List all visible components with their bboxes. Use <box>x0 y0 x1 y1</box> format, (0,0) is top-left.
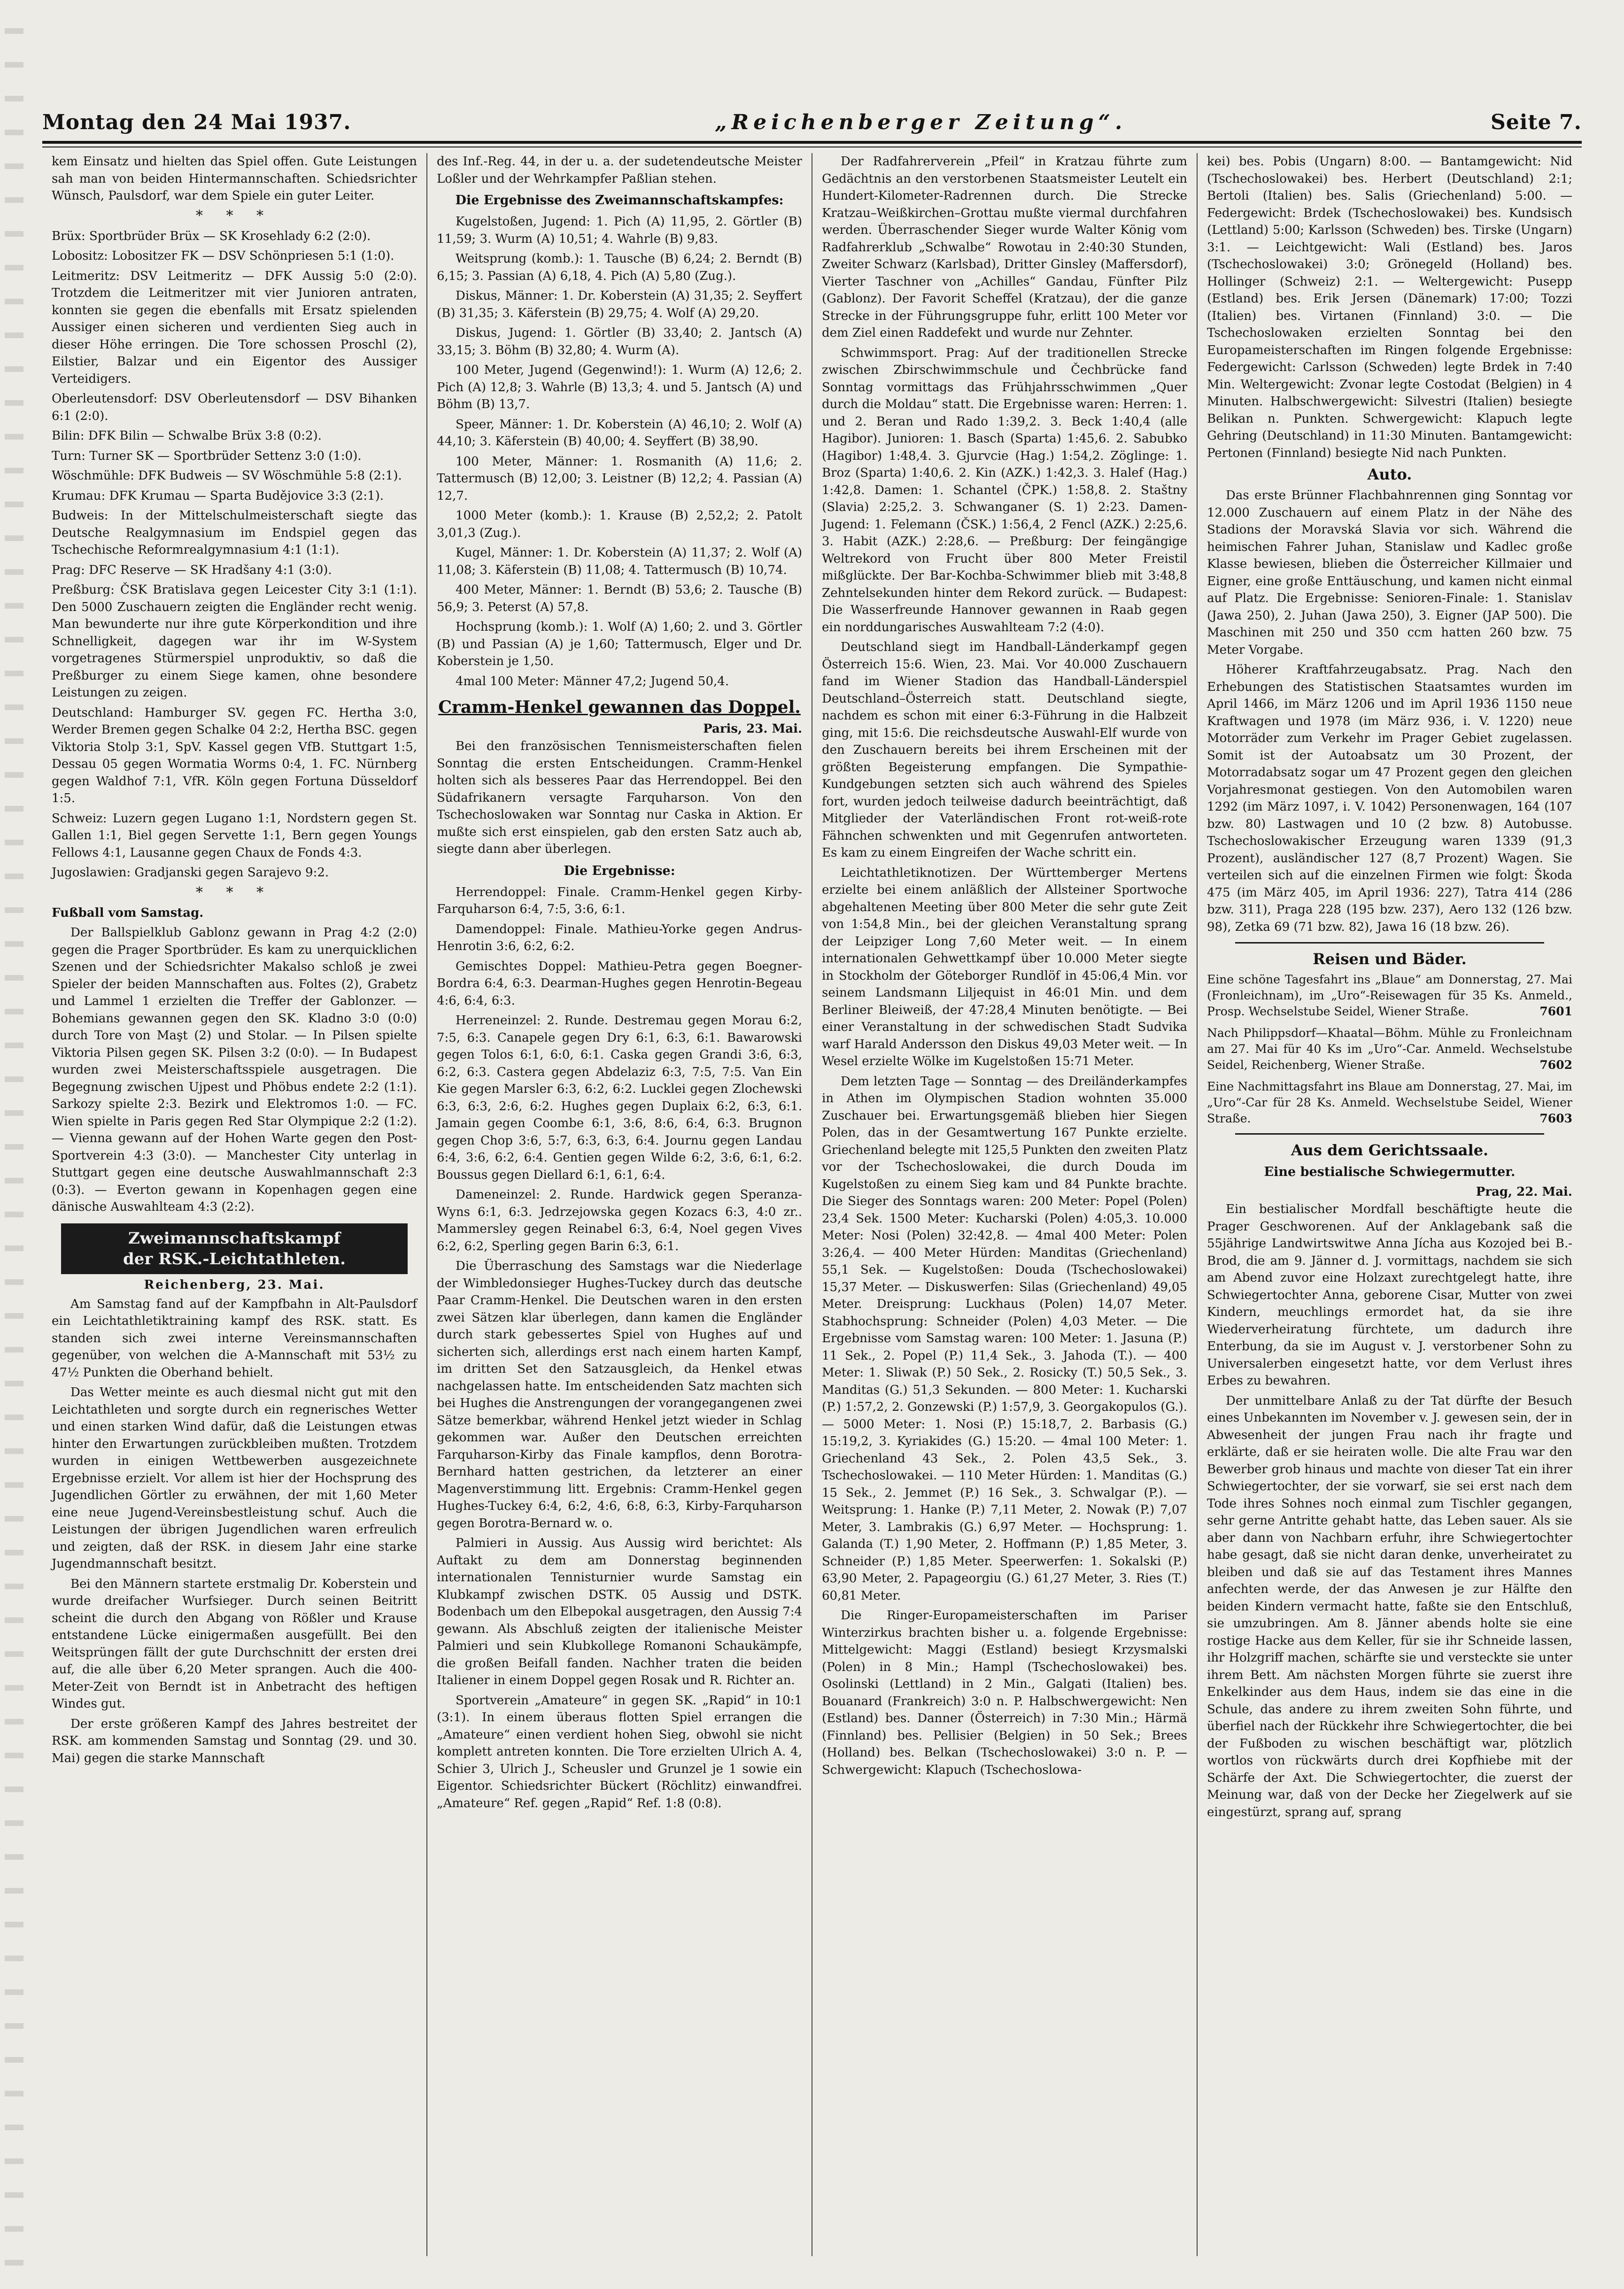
result-bilin: Bilin: DFK Bilin — Schwalbe Brüx 3:8 (0:2). <box>52 429 322 443</box>
paragraph: Der erste größeren Kampf des Jahres bestreitet der RSK. am kommenden Samstag und Sonntag (29. und 30. Mai) gegen die starke Mannschaft <box>52 1717 417 1765</box>
result-line: 100 Meter, Jugend (Gegenwind!): 1. Wurm (A) 12,6; 2. Pich (A) 12,8; 3. Wahrle (B) 13,3; 4. und 5. Jantsch (A) und Böhm (B) 13,7. <box>437 363 802 411</box>
headline-line-2: der RSK.-Leichtathleten. <box>123 1249 346 1268</box>
result-line: Weitsprung (komb.): 1. Tausche (B) 6,24; 2. Berndt (B) 6,15; 3. Passian (A) 6,18, 4. Pich (A) 5,80 (Zug.). <box>437 252 802 283</box>
ad-number: 7602 <box>1539 1058 1572 1072</box>
header-rule <box>42 141 1582 144</box>
results-heading: Die Ergebnisse: <box>564 863 675 878</box>
paragraph: Der Ballspielklub Gablonz gewann in Prag 4:2 (2:0) gegen die Prager Sportbrüder. Es kam zu unerquicklichen Szenen und der Schiedsrichter Makalso schloß je zwei Spieler der beiden Mannschaften aus. Foltes (2), Grabetz und Lammel 1 erzielten die Treffer der Gablonzer. — Bohemians gewannen gegen den SK. Kladno 3:0 (0:0) durch Tore von Maşt (2) und Stolar. — In Pilsen spielte Viktoria Pilsen gegen SK. Pilsen 3:2 (0:0). — In Budapest wurden zwei Meisterschaftsspiele ausgetragen. Die Begegnung zwischen Ujpest und Phöbus endete 2:2 (1:1). Sarkozy spielte 2:3. Bezirk und Elektromos 1:0. — FC. Wien spielte in Paris gegen Red Star Olympique 2:2 (1:2). — Vienna gewann auf der Hohen Warte gegen den Post-Sportverein 4:3 (3:0). — Manchester City unterlag in Stuttgart gegen eine deutsche Auswahlmannschaft 2:3 (0:3). — Everton gewann in Kopenhagen gegen eine dänische Auswahlteam 4:3 (2:2). <box>52 926 417 1214</box>
result-prag: Prag: DFC Reserve — SK Hradšany 4:1 (3:0). <box>52 563 332 577</box>
paragraph: kem Einsatz und hielten das Spiel offen. Gute Leistungen sah man von beiden Hintermannschaften. Schiedsrichter Wünsch, Paulsdorf, war dem Spiele ein guter Leiter. <box>52 155 417 203</box>
divider <box>1235 942 1544 943</box>
section-heading-auto: Auto. <box>1367 465 1412 483</box>
paragraph: Höherer Kraftfahrzeugabsatz. Prag. Nach den Erhebungen des Statistischen Staatsamtes wurden im April 1466, im März 1206 und im April 1936 1150 neue Kraftwagen und 1978 (im März 936, i. V. 1220) neue Motorräder zum Verkehr im Prager Gebiet zugelassen. Somit ist der Autoabsatz um 30 Prozent, der Motorradabsatz sogar um 47 Prozent gegen den gleichen Vorjahresmonat gestiegen. Von den Automobilen waren 1292 (im März 1097, i. V. 1042) Personenwagen, 164 (107 bzw. 80) Lastwagen und 10 (2 bzw. 8) Autobusse. Tschechoslowakischer Erzeugung waren 1339 (91,3 Prozent), ausländischer 127 (8,7 Prozent) Wagen. Sie verteilen sich auf die einzelnen Firmen wie folgt: Škoda 475 (im März 405, im April 1936: 227), Tatra 414 (286 bzw. 311), Praga 228 (195 bzw. 237), Aero 132 (126 bzw. 98), Zetka 69 (71 bzw. 82), Jawa 16 (18 bzw. 26). <box>1207 663 1572 934</box>
section-heading-reisen: Reisen und Bäder. <box>1313 950 1467 968</box>
result-budweis: Budweis: In der Mittelschulmeisterschaft siegte das Deutsche Realgymnasium im Endspiel gegen das Tschechische Reformrealgymnasium 4:1 (1:1). <box>52 509 417 557</box>
result-line: 100 Meter, Männer: 1. Rosmanith (A) 11,6; 2. Tattermusch (B) 12,00; 3. Leistner (B) 12,2; 4. Passian (A) 12,7. <box>437 454 802 503</box>
result-line: Hochsprung (komb.): 1. Wolf (A) 1,60; 2. und 3. Görtler (B) und Passian (A) je 1,60; Tattermusch, Elger und Dr. Koberstein je 1,50. <box>437 620 802 668</box>
classified-ad <box>1207 1079 1572 1127</box>
result-line: Diskus, Männer: 1. Dr. Koberstein (A) 31,35; 2. Seyffert (B) 31,35; 3. Käferstein (B) 29,75; 4. Wolf (A) 29,20. <box>437 289 802 320</box>
paragraph: kei) bes. Pobis (Ungarn) 8:00. — Bantamgewicht: Nid (Tschechoslowakei) bes. Herbert (Deutschland) 2:1; Bertoli (Italien) bes. Salis (Griechenland) 5:00. — Federgewicht: Brdek (Tschechoslowakei) bes. Kundsisch (Lettland) 5:00; Karlsson (Schweden) bes. Tirske (Ungarn) 3:1. — Leichtgewicht: Wali (Estland) bes. Jaros (Tschechoslowakei) 3:0; Grönegeld (Holland) bes. Hollinger (Schweiz) 2:1. — Weltergewicht: Pusepp (Estland) bes. Erik Jersen (Dänemark) 17:00; Tozzi (Italien) bes. Virtanen (Finnland) 3:0. — Die Tschechoslowaken erzielten Sonntag bei den Europameisterschaften im Ringen folgende Ergebnisse: Federgewicht: Carlsson (Schweden) legte Brdek in 7:40 Min. Weltergewicht: Zvonar legte Costodat (Belgien) in 4 Minuten. Halbschwergewicht: Silvestri (Italien) besiegte Belikan n. Punkten. Schwergewicht: Klapuch legte Gehring (Deutschland) in 11:30 Minuten. Bantamgewicht: Pertonen (Finnland) besiegte Nid nach Punkten. <box>1207 155 1572 460</box>
article-subheading: Eine bestialische Schwiegermutter. <box>1264 1165 1516 1179</box>
dateline: Prag, 22. Mai. <box>1476 1185 1572 1199</box>
classified-ad <box>1207 1025 1572 1073</box>
result-line: Dameneinzel: 2. Runde. Hardwick gegen Speranza-Wyns 6:1, 6:3. Jedrzejowska gegen Kozacs 6:3, 4:0 zr.. Mammersley gegen Reinabel 6:3, 6:4, Noel gegen Vives 6:2, 6:2, Sperling gegen Barin 6:3, 6:1. <box>437 1188 802 1253</box>
ad-text: Eine schöne Tagesfahrt ins „Blaue“ am Donnerstag, 27. Mai (Fronleichnam), im „Uro“-Reisewagen für 35 Ks. Anmeld., Prosp. Wechselstube Seidel, Wiener Straße. <box>1207 973 1572 1018</box>
ad-number: 7601 <box>1539 1005 1572 1018</box>
paragraph: Dem letzten Tage — Sonntag — des Dreiländerkampfes in Athen im Olympischen Stadion wohnten 35.000 Zuschauer bei. Erwartungsgemäß blieben hier Siegen Polen, das in der Gesamtwertung 167 Punkte erzielte. Griechenland belegte mit 125,5 Punkten den zweiten Platz vor der Tschechoslowakei, die durch Douda im Kugelstoßen zu einem Sieg kam und 84 Punkte brachte. Die Sieger des Sonntags waren: 200 Meter: Popel (Polen) 23,4 Sek. 1500 Meter: Kucharski (Polen) 4:05,3. 10.000 Meter: Nosi (Polen) 32:42,8. — 4mal 400 Meter: Polen 3:26,4. — 400 Meter Hürden: Manditas (Griechenland) 55,1 Sek. — Kugelstoßen: Douda (Tschechoslowakei) 15,37 Meter. — Diskuswerfen: Silas (Griechenland) 49,05 Meter. Dreisprung: Luckhaus (Polen) 14,07 Meter. Stabhochsprung: Schneider (Polen) 4,03 Meter. — Die Ergebnisse vom Samstag waren: 100 Meter: 1. Jasuna (P.) 11 Sek., 2. Popel (P.) 11,4 Sek., 3. Jahoda (T.). — 400 Meter: 1. Sliwak (P.) 50 Sek., 2. Rosicky (T.) 50,5 Sek., 3. Manditas (G.) 51,3 Sekunden. — 800 Meter: 1. Kucharski (P.) 1:57,2, 2. Gonzewski (P.) 1:57,9, 3. Georgakopulos (G.). — 5000 Meter: 1. Nosi (P.) 15:18,7, 2. Barbasis (G.) 15:19,2, 3. Kyriakides (G.) 15:20. — 4mal 100 Meter: 1. Griechenland 43 Sek., 2. Polen 43,5 Sek., 3. Tschechoslowakei. — 110 Meter Hürden: 1. Manditas (G.) 15 Sek., 2. Jemmet (P.) 16 Sek., 3. Schwalgar (P.). — Weitsprung: 1. Hanke (P.) 7,11 Meter, 2. Nowak (P.) 7,07 Meter, 3. Lambrakis (G.) 6,97 Meter. — Hochsprung: 1. Galanda (T.) 1,90 Meter, 2. Hoffmann (P.) 1,85 Meter, 3. Schneider (P.) 1,85 Meter. Speerwerfen: 1. Sokalski (P.) 63,90 Meter, 2. Papageorgiu (G.) 61,27 Meter, 3. Ries (T.) 60,81 Meter. <box>822 1074 1187 1603</box>
result-line: Diskus, Jugend: 1. Görtler (B) 33,40; 2. Jantsch (A) 33,15; 3. Böhm (B) 32,80; 4. Wurm (A). <box>437 326 802 357</box>
separator-stars: * * * <box>195 207 273 224</box>
ad-number: 7603 <box>1539 1112 1572 1125</box>
newspaper-name: „Reichenberger Zeitung“. <box>715 110 1127 134</box>
result-line: Kugel, Männer: 1. Dr. Koberstein (A) 11,37; 2. Wolf (A) 11,08; 3. Käferstein (B) 11,08; 4. Tattermusch (B) 10,74. <box>437 546 802 577</box>
result-deutschland: Deutschland: Hamburger SV. gegen FC. Hertha 3:0, Werder Bremen gegen Schalke 04 2:2, Hertha BSC. gegen Viktoria Stolp 3:1, SpV. Kassel gegen VfB. Stuttgart 1:5, Dessau 05 gegen Wormatia Worms 0:4, 1. FC. Nürnberg gegen Waldhof 7:1, VfR. Köln gegen Fortuna Düsseldorf 1:5. <box>52 705 417 805</box>
issue-date: Montag den 24 Mai 1937. <box>42 110 351 134</box>
page-header <box>42 106 1582 139</box>
result-line: Kugelstoßen, Jugend: 1. Pich (A) 11,95, 2. Görtler (B) 11,59; 3. Wurm (A) 10,51; 4. Wahrle (B) 9,83. <box>437 215 802 246</box>
paragraph: Bei den Männern startete erstmalig Dr. Koberstein und wurde dreifacher Wurfsieger. Durch seinen Beitritt scheint die durch den Abgang von Rößler und Krause entstandene Lücke einigermaßen ausgefüllt. Bei den Weitsprüngen fällt der gute Durchschnitt der ersten drei auf, die alle über 6,20 Meter sprangen. Auch die 400-Meter-Zeit von Berndt ist in Anbetracht des heftigen Windes gut. <box>52 1577 417 1711</box>
section-heading: Fußball vom Samstag. <box>52 905 204 920</box>
headline: Cramm-Henkel gewannen das Doppel. <box>438 697 801 717</box>
paragraph: Am Samstag fand auf der Kampfbahn in Alt-Paulsdorf ein Leichtathletiktraining kampf des RSK. statt. Es standen sich zwei interne Vereinsmannschaften gegenüber, von welchen die A-Mannschaft mit 53½ zu 47½ Punkten die Oberhand behielt. <box>52 1297 417 1380</box>
result-krumau: Krumau: DFK Krumau — Sparta Budějovice 3:3 (2:1). <box>52 488 384 503</box>
result-oberleutensdorf: Oberleutensdorf: DSV Oberleutensdorf — DSV Bihanken 6:1 (2:0). <box>52 392 417 423</box>
result-turn: Turn: Turner SK — Sportbrüder Settenz 3:0 (1:0). <box>52 449 362 463</box>
paragraph: Palmieri in Aussig. Aus Aussig wird berichtet: Als Auftakt zu dem am Donnerstag beginnenden internationalen Tennisturnier wurde Samstag ein Klubkampf zwischen DSTK. 05 Aussig und DSTK. Bodenbach um den Elbepokal ausgetragen, den Aussig 7:4 gewann. Als Abschluß zeigten der italienische Meister Palmieri und sein Klubkollege Romanoni Schaukämpfe, die großen Beifall fanden. Nachher traten die beiden Italiener in einem Doppel gegen Rosak und R. Richter an. <box>437 1536 802 1687</box>
paragraph: Die Überraschung des Samstags war die Niederlage der Wimbledonsieger Hughes-Tuckey durch das deutsche Paar Cramm-Henkel. Die Deutschen waren in den ersten zwei Sätzen klar überlegen, dann kamen die Engländer durch stark gebessertes Spiel von Hughes auf und sicherten sich, allerdings erst nach einem harten Kampf, im dritten Set den Satzausgleich, da Henkel etwas nachgelassen hatte. Im entscheidenden Satz machten sich bei Hughes die Anstrengungen der vorangegangenen zwei Sätze bemerkbar, während Henkel jetzt wieder in Schlag gekommen war. Außer den Deutschen erreichten Farquharson-Kirby das Finale kampflos, denn Borotra-Bernhard hatten gestrichen, da letzterer an einer Magenverstimmung litt. Ergebnis: Cramm-Henkel gegen Hughes-Tuckey 6:4, 6:2, 4:6, 6:8, 6:3, Kirby-Farquharson gegen Borotra-Bernard w. o. <box>437 1259 802 1531</box>
paragraph: Sportverein „Amateure“ in gegen SK. „Rapid“ in 10:1 (3:1). In einem überaus flotten Spiel errangen die „Amateure“ einen verdient hohen Sieg, obwohl sie nicht komplett antreten konnten. Die Tore erzielten Ulrich A. 4, Schier 3, Ulrich J., Scheusler und Grunzel je 1 sowie ein Eigentor. Schiedsrichter Bückert (Röchlitz) einwandfrei. „Amateure“ Ref. gegen „Rapid“ Ref. 1:8 (0:8). <box>437 1693 802 1810</box>
result-line: Herrendoppel: Finale. Cramm-Henkel gegen Kirby-Farquharson 6:4, 7:5, 3:6, 6:1. <box>437 885 802 916</box>
page-number: Seite 7. <box>1490 110 1582 134</box>
paragraph: Das Wetter meinte es auch diesmal nicht gut mit den Leichtathleten und sorgte durch ein regnerisches Wetter und einen starken Wind dafür, daß die Leistungen etwas hinter den Erwartungen zurückbleiben mußten. Trotzdem wurden in einigen Wettbewerben ausgezeichnete Ergebnisse erzielt. Vor allem ist hier der Hochsprung des Jugendlichen Görtler zu erwähnen, der mit 1,60 Meter eine neue Jugend-Vereinsbestleistung schuf. Auch die Leistungen der übrigen Jugendlichen waren erfreulich und zeigten, daß der RSK. in diesem Jahr eine starke Jugendmannschaft besitzt. <box>52 1385 417 1571</box>
result-line: Herreneinzel: 2. Runde. Destremau gegen Morau 6:2, 7:5, 6:3. Canapele gegen Dry 6:1, 6:3, 6:1. Bawarowski gegen Tolos 6:1, 6:0, 6:1. Caska gegen Grandi 3:6, 6:3, 6:2, 6:3. Castera gegen Abdelaziz 6:3, 7:5, 7:5. Van Ein Kie gegen Marsler 6:3, 6:2, 6:2. Lucklei gegen Zlochewski 6:3, 6:3, 2:6, 6:2. Hughes gegen Duplaix 6:2, 6:3, 6:1. Jamain gegen Coombe 6:1, 3:6, 8:6, 6:4, 6:3. Brugnon gegen Chop 3:6, 5:7, 6:3, 6:3, 6:4. Journu gegen Landau 6:4, 3:6, 6:2, 6:4. Gentien gegen Wilde 6:2, 3:6, 6:1, 6:2. Boussus gegen Diellard 6:1, 6:1, 6:4. <box>437 1013 802 1182</box>
column-3 <box>812 153 1198 2256</box>
result-line: Speer, Männer: 1. Dr. Koberstein (A) 46,10; 2. Wolf (A) 44,10; 3. Käferstein (B) 40,00; 4. Seyffert (B) 38,90. <box>437 417 802 449</box>
paragraph: Der Radfahrerverein „Pfeil“ in Kratzau führte zum Gedächtnis an den verstorbenen Staatsmeister Leutelt ein Hundert-Kilometer-Radrennen durch. Die Strecke Kratzau–Weißkirchen–Grottau mußte viermal durchfahren werden. Überraschender Sieger wurde Walter König vom Radfahrerklub „Schwalbe“ Rowotau in 2:40:30 Stunden, Zweiter Schwarz (Karlsbad), Dritter Ginsley (Maffersdorf), Vierter Taschner von „Achilles“ Gandau, Fünfter Pilz (Gablonz). Der Favorit Scheffel (Kratzau), der die ganze Strecke in der Führungsgruppe fuhr, erlitt 100 Meter vor dem Ziel einen Raddefekt und wurde nur Zehnter. <box>822 155 1187 340</box>
ad-text: Eine Nachmittagsfahrt ins Blaue am Donnerstag, 27. Mai, im „Uro“-Car für 28 Ks. Anmeld. Wechselstube Seidel, Wiener Straße. <box>1207 1080 1572 1125</box>
dateline: Paris, 23. Mai. <box>703 722 802 736</box>
result-jugoslawien: Jugoslawien: Gradjanski gegen Sarajevo 9:2. <box>52 866 329 880</box>
result-pressburg: Preßburg: ČSK Bratislava gegen Leicester City 3:1 (1:1). Den 5000 Zuschauern zeigten die Engländer recht wenig. Man bewunderte nur ihre gute Körperkondition und ihre Schnelligkeit, dagegen war ihr im W-System vorgetragenes Stürmerspiel unproduktiv, so daß die Preßburger zu einem Siege kamen, ohne besondere Leistungen zu zeigen. <box>52 583 417 700</box>
result-line: 400 Meter, Männer: 1. Berndt (B) 53,6; 2. Tausche (B) 56,9; 3. Peterst (A) 57,8. <box>437 583 802 614</box>
paragraph: Leichtathletiknotizen. Der Württemberger Mertens erzielte bei einem anläßlich der Allsteiner Sportwoche abgehaltenen Meeting über 800 Meter die sehr gute Zeit von 1:54,8 Min., bei der gleichen Veranstaltung sprang der Leipziger Long 7,60 Meter weit. — In einem internationalen Gehwettkampf über 10.000 Meter siegte in Stockholm der Göteborger Rundlöf in 45:06,4 Min. vor seinem Landsmann Liljequist in 46:01 Min. und dem Berliner Bleiweiß, der 47:28,4 Minuten benötigte. — Bei einer Veranstaltung in der schwedischen Stadt Sudvika warf Harald Andersson den Diskus 49,03 Meter weit. — In Wesel erzielte Wölke im Kugelstoßen 15:71 Meter. <box>822 866 1187 1068</box>
divider <box>1235 1133 1544 1135</box>
headline-line-1: Zweimannschaftskampf <box>128 1229 341 1248</box>
result-line: 4mal 100 Meter: Männer 47,2; Jugend 50,4. <box>456 674 729 688</box>
results-heading: Die Ergebnisse des Zweimannschaftskampfes: <box>455 193 784 208</box>
result-woschmuhle: Wöschmühle: DFK Budweis — SV Wöschmühle 5:8 (2:1). <box>52 469 402 483</box>
paragraph: Bei den französischen Tennismeisterschaften fielen Sonntag die ersten Entscheidungen. Cramm-Henkel holten sich als besseres Paar das Herrendoppel. Bei den Südafrikanern versagte Farquharson. Von den Tschechoslowaken war Sonntag nur Caska in Aktion. Er mußte sich erst einspielen, gab den ersten Satz auch ab, siegte dann aber überlegen. <box>437 739 802 856</box>
result-brux: Brüx: Sportbrüder Brüx — SK Krosehlady 6:2 (2:0). <box>52 229 371 243</box>
paragraph: Die Ringer-Europameisterschaften im Pariser Winterzirkus brachten bisher u. a. folgende Ergebnisse: Mittelgewicht: Maggi (Estland) besiegt Krzysmalski (Polen) in 8 Min.; Hampl (Tschechoslowakei) bes. Osolinski (Lettland) in 2 Min., Galgati (Italien) bes. Bouanard (Frankreich) 3:0 n. P. Halbschwergewicht: Nen (Estland) bes. Danner (Österreich) in 7:30 Min.; Härmä (Finnland) bes. Pellisier (Belgien) in 50 Sek.; Brees (Holland) bes. Belkan (Tschechoslowakei) 3:0 n. P. — Schwergewicht: Klapuch (Tschechoslowa- <box>822 1608 1187 1777</box>
column-4 <box>1198 153 1582 2256</box>
result-line: 1000 Meter (komb.): 1. Krause (B) 2,52,2; 2. Patolt 3,01,3 (Zug.). <box>437 509 802 540</box>
classified-ad <box>1207 972 1572 1020</box>
binding-holes <box>5 0 23 2289</box>
columns <box>42 153 1582 2256</box>
separator-stars: * * * <box>195 884 273 901</box>
paragraph: Der unmittelbare Anlaß zu der Tat dürfte der Besuch eines Unbekannten im November v. J. gewesen sein, der in Abwesenheit der jungen Frau nach ihr fragte und erklärte, daß er sie heiraten wolle. Die alte Frau war den Bewerber grob hinaus und machte von dieser Tat ein ihrer Schwiegertochter, der sie vorwarf, sie sei erst nach dem Tode ihres Sohnes noch einmal zum Tischler gegangen, sehr gerne Antritte gehabt hatte, das Leben sauer. Als sie aber dann von Nachbarn erfuhr, ihre Schwiegertochter habe gesagt, daß sie nicht daran denke, unverheiratet zu bleiben und daß sie auf das Testament ihres Mannes anfechten werde, der das Anwesen je zur Hälfte den beiden Kindern vermacht hatte, faßte sie den Entschluß, sie umzubringen. Am 8. Jänner abends holte sie eine rostige Hacke aus dem Keller, für sie ihr Schneide lassen, ihr Holzgriff machen, schärfte sie und versteckte sie unter ihrem Bett. Am nächsten Morgen führte sie zuerst ihre Enkelkinder aus dem Haus, indem sie das eine in die Schule, das andere zu ihrem zweiten Sohn führte, und überfiel nach der Rückkehr ihre Schwiegertochter, die bei der Fußboden zu wischen beschäftigt war, plötzlich wortlos von rückwärts durch drei Kopfhiebe mit der Schärfe der Axt. Die Schwiegertochter, die zuerst der Meinung war, daß von der Decke her Ziegelwerk auf sie eingestürzt, sprang auf, sprang <box>1207 1393 1572 1819</box>
section-heading-gericht: Aus dem Gerichtssaale. <box>1291 1141 1489 1159</box>
result-line: Damendoppel: Finale. Mathieu-Yorke gegen Andrus-Henrotin 3:6, 6:2, 6:2. <box>437 922 802 953</box>
column-2 <box>427 153 812 2256</box>
result-lobositz: Lobositz: Lobositzer FK — DSV Schönpriesen 5:1 (1:0). <box>52 249 394 263</box>
paragraph: Schwimmsport. Prag: Auf der traditionellen Strecke zwischen Zbirschwimmschule und Čechbrücke fand Sonntag vormittags das Frühjahrsschwimmen „Quer durch die Moldau“ statt. Die Ergebnisse waren: Herren: 1. und 2. Beran und Rado 1:39,2. 3. Beck 1:40,4 (alle Hagibor). Junioren: 1. Basch (Sparta) 1:45,6. 2. Sabubko (Hagibor) 1:48,4. 3. Gjurvcie (Hag.) 1:54,2. Zöglinge: 1. Broz (Sparta) 1:40,6. 2. Kin (AZK.) 1:42,3. 3. Halef (Hag.) 1:42,8. Damen: 1. Schantel (ČPK.) 1:58,8. 2. Staštny (Slavia) 2:25,2. 3. Schwanganer (S. 1) 2:23. Damen-Jugend: 1. Felemann (ČSK.) 1:56,4, 2 Fencl (AZK.) 2:25,6. 3. Habit (AZK.) 2:28,6. — Preßburg: Der feingängige Weltrekord von Frucht über 800 Meter Freistil mißglückte. Der Bar-Kochba-Schwimmer blieb mit 3:48,8 Zehntelsekunden hinter dem Rekord zurück. — Budapest: Die Wasserfreunde Hannover gewannen in Raab gegen ein norddungarisches Auswahlteam 7:2 (4:0). <box>822 346 1187 634</box>
paragraph: Deutschland siegt im Handball-Länderkampf gegen Österreich 15:6. Wien, 23. Mai. Vor 40.000 Zuschauern fand im Wiener Stadion das Handball-Länderspiel Deutschland–Österreich statt. Deutschland siegte, nachdem es schon mit einer 6:3-Führung in die Halbzeit ging, mit 15:6. Die reichsdeutsche Auswahl-Elf wurde von den Zuschauern bereits bei ihrem Erscheinen mit der größten Begeisterung empfangen. Die Sympathie-Kundgebungen setzten sich auch während des Spieles fort, wurden jedoch teilweise dadurch beeinträchtigt, daß Mitglieder der Vaterländischen Front rot-weiß-rote Fähnchen schwenkten und mit Gegenrufen antworteten. Es kam zu einem Eingreifen der Wache schritt ein. <box>822 640 1187 860</box>
ad-text: Nach Philippsdorf—Khaatal—Böhm. Mühle zu Fronleichnam am 27. Mai für 40 Ks im „Uro“-Car. Anmeld. Wechselstube Seidel, Reichenberg, Wiener Straße. <box>1207 1026 1572 1072</box>
paragraph: Ein bestialischer Mordfall beschäftigte heute die Prager Geschworenen. Auf der Anklagebank saß die 55jährige Landwirtswitwe Anna Jícha aus Kozojed bei B.-Brod, die am 9. Jänner d. J. vormittags, nachdem sie sich am Abend zuvor eine Holzaxt zurechtgelegt hatte, ihre Schwiegertochter Anna, geborene Cisar, Mutter von zwei Kindern, meuchlings ermordet hat, da sie ihre Wiederverheiratung fürchtete, um dadurch ihre Enterbung, da sie im August v. J. verstorbener Sohn zu Universalerben eingesetzt hatte, vor dem Verlust ihres Erbes zu bewahren. <box>1207 1202 1572 1388</box>
result-schweiz: Schweiz: Luzern gegen Lugano 1:1, Nordstern gegen St. Gallen 1:1, Biel gegen Servette 1:1, Bern gegen Youngs Fellows 4:1, Lausanne gegen Chaux de Fonds 4:3. <box>52 811 417 860</box>
paragraph: des Inf.-Reg. 44, in der u. a. der sudetendeutsche Meister Loßler und der Wehrkampfer Paßlian stehen. <box>437 155 802 186</box>
paragraph: Das erste Brünner Flachbahnrennen ging Sonntag vor 12.000 Zuschauern auf einem Platz in der Nähe des Stadions der Moravská Slavia vor sich. Während die heimischen Fahrer Juhan, Stanislaw und Kadlec große Klasse bewiesen, blieben die Österreicher Killmaier und Eigner, eine große Enttäuschung, und kamen nicht einmal auf Platz. Die Ergebnisse: Senioren-Finale: 1. Stanislav (Jawa 250), 2. Juhan (Jawa 250), 3. Eigner (JAP 500). Die Maschinen mit 250 und 350 ccm hatten 260 bzw. 75 Meter Vorgabe. <box>1207 488 1572 657</box>
column-1 <box>42 153 427 2256</box>
result-line: Gemischtes Doppel: Mathieu-Petra gegen Boegner-Bordra 6:4, 6:3. Dearman-Hughes gegen Henrotin-Begeau 4:6, 6:4, 6:3. <box>437 959 802 1008</box>
result-leitmeritz: Leitmeritz: DSV Leitmeritz — DFK Aussig 5:0 (2:0). Trotzdem die Leitmeritzer mit vier Junioren antraten, konnten sie gegen die ebenfalls mit Ersatz spielenden Aussiger einen sicheren und verdienten Sieg auch in dieser Höhe erringen. Die Tore schossen Proschl (2), Eilstier, Balzar und ein Eigentor des Aussiger Verteidigers. <box>52 269 417 386</box>
headline-box <box>61 1223 408 1274</box>
dateline: Reichenberg, 23. Mai. <box>144 1277 325 1292</box>
